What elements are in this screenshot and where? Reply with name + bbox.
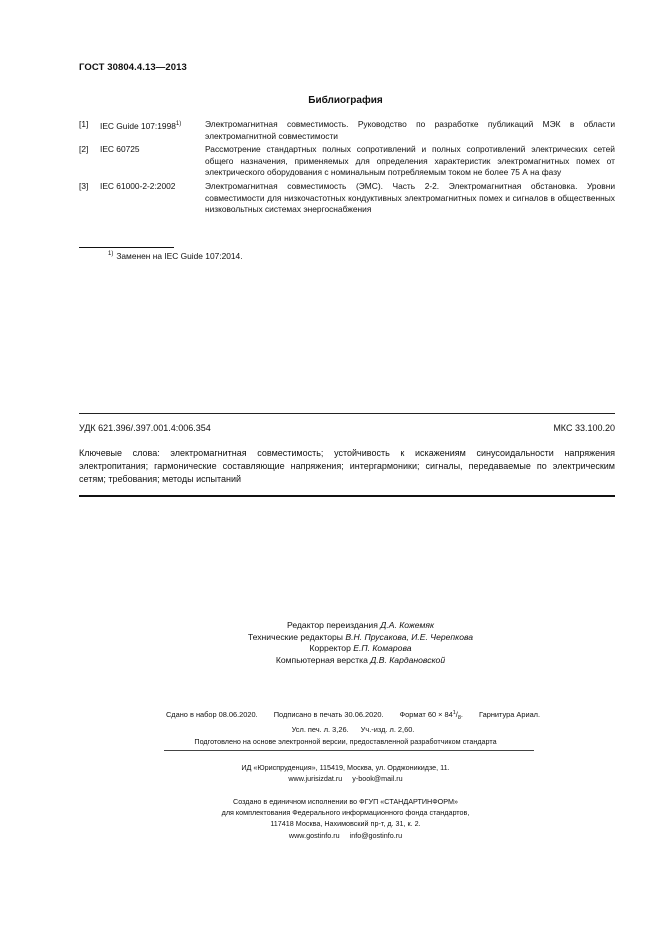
- entry-reference: [100, 144, 205, 179]
- entry-reference: [100, 181, 205, 216]
- publisher-email: y-book@mail.ru: [352, 774, 403, 784]
- corrector-name: Е.П. Комарова: [353, 643, 412, 654]
- tech-editors-names: В.Н. Прусакова, И.Е. Черепкова: [345, 631, 474, 642]
- produced-site: www.gostinfo.ru: [288, 830, 340, 840]
- footnote: [108, 249, 243, 262]
- produced-email: info@gostinfo.ru: [349, 830, 403, 840]
- produced-block: [0, 796, 661, 841]
- signed-date: Подписано в печать 30.06.2020.: [273, 710, 384, 719]
- produced-line-3: 117418 Москва, Нахимовский пр-т, д. 31, к. 2.: [270, 819, 421, 829]
- layout-label: Компьютерная верстка: [275, 654, 368, 665]
- produced-line-1: Создано в единичном исполнении во ФГУП «СТАНДАРТИНФОРМ»: [233, 797, 458, 806]
- tech-editors-label: Технические редакторы: [247, 631, 343, 642]
- corrector-line: [60, 643, 661, 655]
- bibliography-list: [79, 119, 615, 218]
- prepared-divider: [164, 750, 534, 751]
- format-label: Формат 60 × 84: [399, 710, 453, 719]
- entry-number: [1]: [79, 119, 89, 129]
- editors-block: [0, 620, 661, 666]
- submitted-date: Сдано в набор 08.06.2020.: [165, 710, 258, 719]
- standard-header: ГОСТ 30804.4.13—2013: [79, 62, 187, 73]
- tech-editors-line: [60, 632, 661, 644]
- keywords: Ключевые слова: электромагнитная совместимость; устойчивость к искажениям синусоидальности напряжения электропитания; гармонические составляющие напряжения; интергармоники; сигналы, передаваемые по электрическим сетям; требования; методы испытаний: [79, 448, 615, 484]
- prepared-note: Подготовлено на основе электронной версии, предоставленной разработчиком стандарта: [194, 737, 497, 746]
- publication-sheets: Уч.-изд. л. 2,60.: [360, 725, 415, 734]
- entry-number: [3]: [79, 180, 89, 191]
- entry-reference: [100, 119, 205, 142]
- format-numerator: 1: [452, 710, 456, 716]
- classification-top-rule: [79, 413, 615, 414]
- print-info: [0, 708, 661, 735]
- classification-codes: [79, 423, 615, 433]
- editor-label: Редактор переиздания: [286, 620, 378, 630]
- print-info-line-1: [45, 708, 661, 724]
- bibliography-entry: [79, 144, 615, 179]
- publisher-site: www.jurisizdat.ru: [288, 774, 343, 784]
- produced-contacts: [30, 830, 661, 841]
- layout-name: Д.В. Кардановской: [370, 654, 446, 665]
- layout-line: [60, 655, 661, 667]
- entry-reference-code: IEC 61000-2-2:2002: [100, 180, 176, 191]
- bibliography-entry: [79, 181, 615, 216]
- publisher-address: ИД «Юриспруденция», 115419, Москва, ул. Орджоникидзе, 11.: [241, 763, 450, 772]
- footnote-marker: 1): [175, 121, 182, 127]
- footnote-divider: [79, 247, 174, 248]
- entry-text: Рассмотрение стандартных полных сопротивлений и полных сопротивлений электрических сетей общего назначения, применяемых для определения характеристик электромагнитных помех от электрического оборудования с номинальным потребляемым током не более 75 А на фазу: [205, 144, 615, 178]
- mks-code: МКС 33.100.20: [553, 423, 615, 433]
- produced-line-2: для комплектования Федерального информационного фонда стандартов,: [221, 808, 470, 818]
- entry-reference-code: IEC 60725: [100, 144, 140, 155]
- footnote-mark: 1): [108, 251, 114, 257]
- footnote-text: Заменен на IEC Guide 107:2014.: [116, 251, 243, 261]
- entry-number: [2]: [79, 144, 89, 155]
- entry-text: Электромагнитная совместимость. Руководство по разработке публикаций МЭК в области электромагнитной совместимости: [205, 119, 615, 141]
- classification-bottom-rule: [79, 495, 615, 497]
- editor-name: Д.А. Кожемяк: [380, 620, 435, 630]
- entry-reference-code: IEC Guide 107:1998: [100, 121, 176, 131]
- entry-text: Электромагнитная совместимость (ЭМС). Часть 2-2. Электромагнитная обстановка. Уровни совместимости для низкочастотных кондуктивных электромагнитных помех и сигналов в общественных низковольтных системах энергоснабжения: [205, 180, 615, 215]
- editor-line: [60, 620, 661, 632]
- udk-code: УДК 621.396/.397.001.4:006.354: [79, 423, 211, 433]
- publisher-contacts: [30, 773, 661, 784]
- typeface: Гарнитура Ариал.: [479, 710, 541, 719]
- bibliography-entry: [79, 119, 615, 142]
- format-denominator: 8: [457, 715, 461, 721]
- publisher-block: [0, 762, 661, 784]
- print-sheets: Усл. печ. л. 3,26.: [291, 725, 349, 734]
- print-info-line-2: [45, 724, 661, 735]
- format: Формат $60 \times 84^1/_8$.: [399, 710, 463, 721]
- bibliography-title: Библиография: [308, 95, 383, 106]
- corrector-label: Корректор: [309, 643, 351, 654]
